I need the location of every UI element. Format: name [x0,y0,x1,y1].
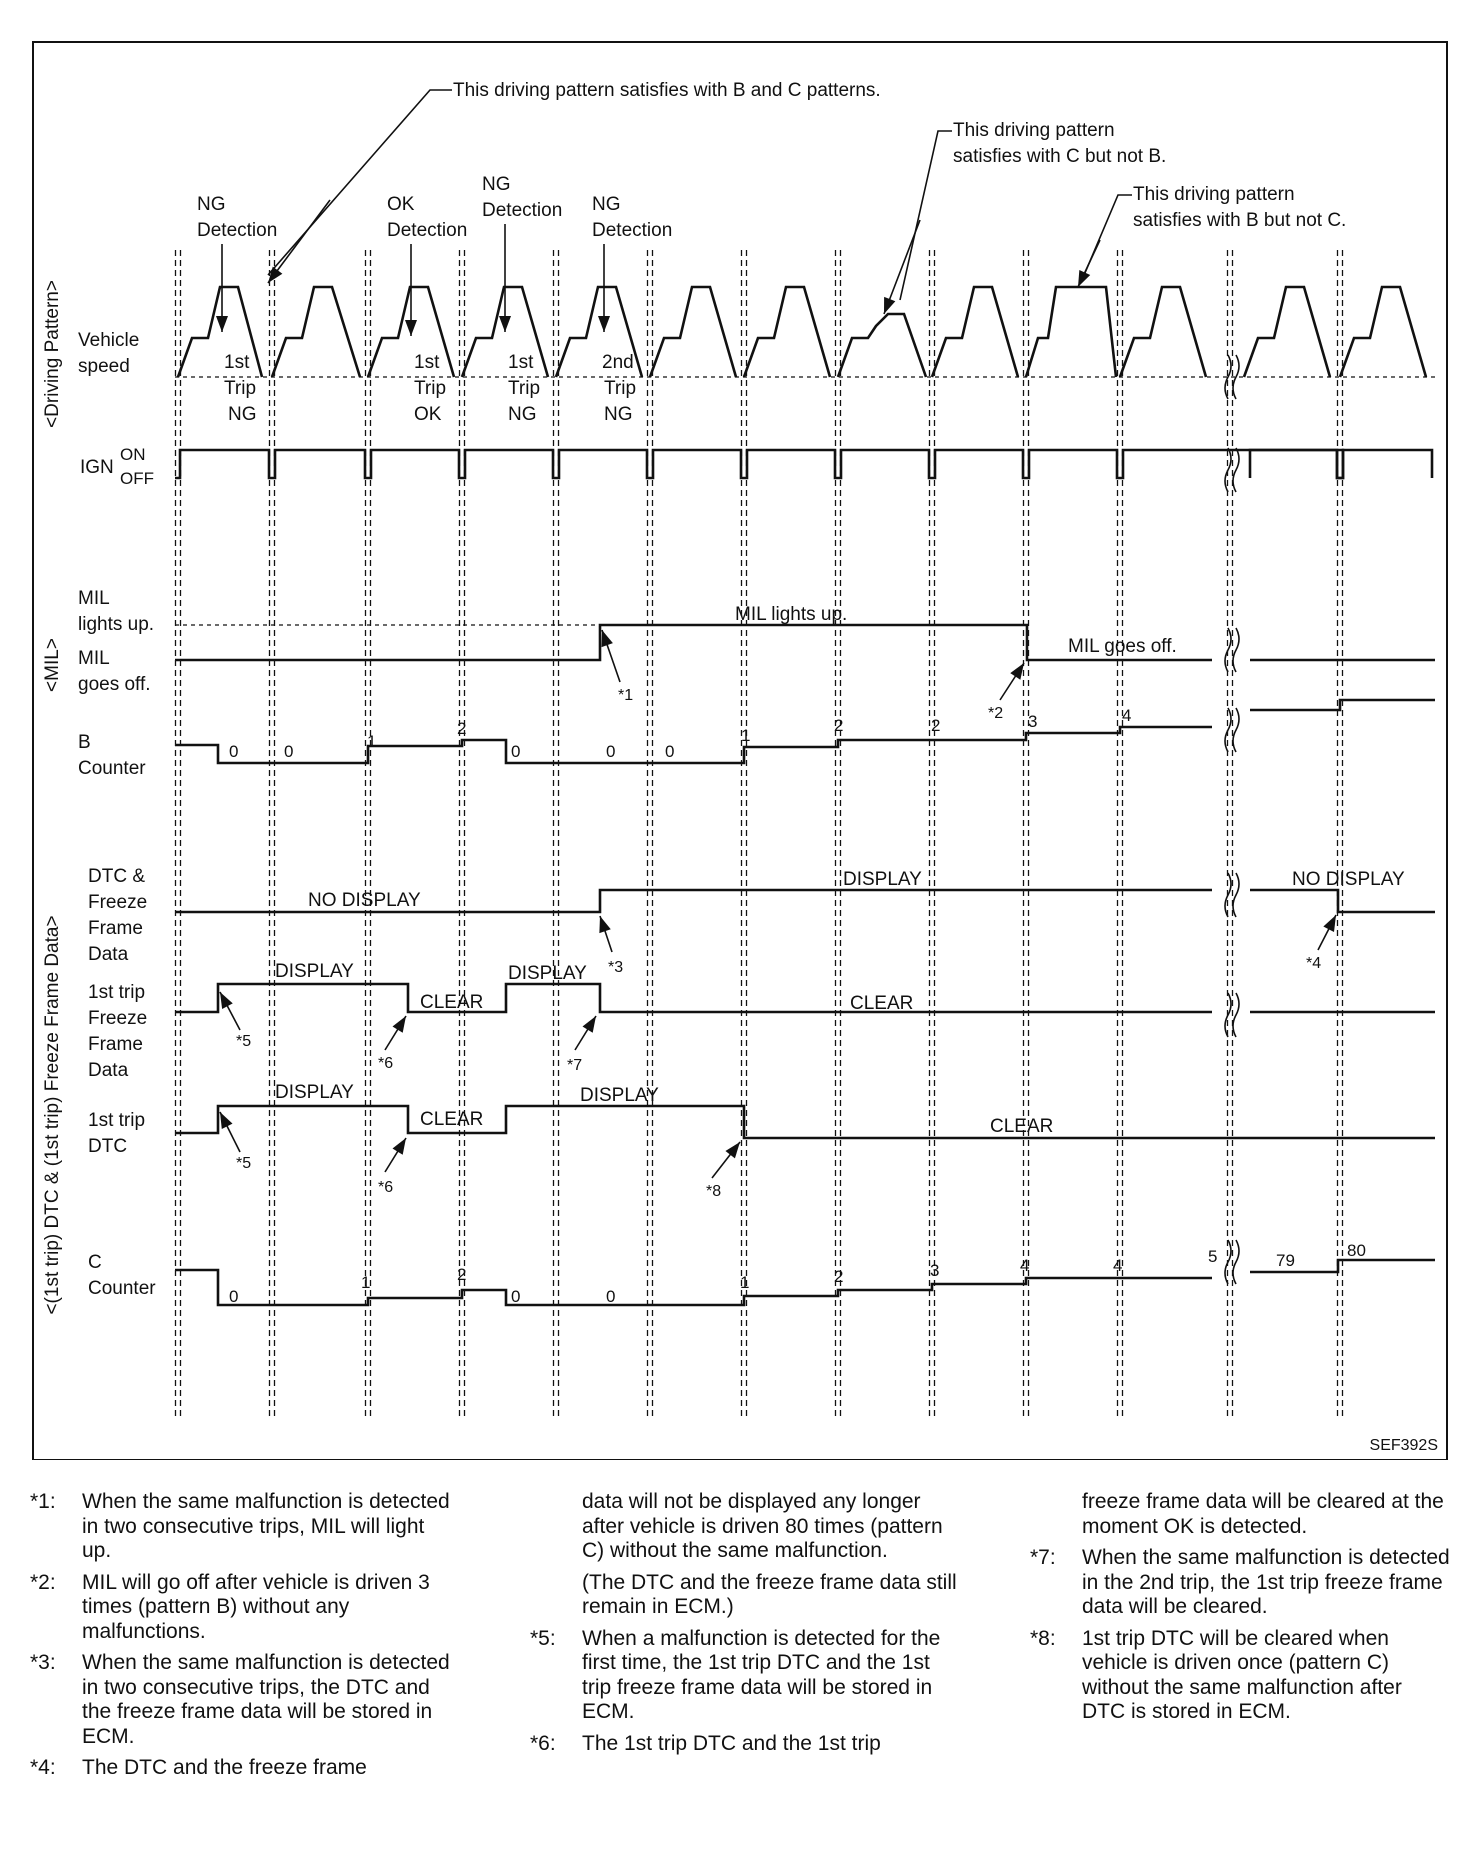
trip-label-3-b: Trip [508,378,541,399]
vehicle-speed-trip [272,287,360,377]
c-counter-value: 80 [1347,1241,1366,1260]
row-label-ign: IGN [80,457,114,478]
row-label-trip-ffd-3: Frame [88,1034,143,1055]
trip-label-4-a: 2nd [602,352,634,373]
marker-2: *2 [988,705,1004,722]
trip-ffd-display-label-1: DISPLAY [275,961,354,982]
ign-signal-trace-1 [175,450,1343,478]
note-6-continued: freeze frame data will be cleared at the moment OK is detected. [1082,1490,1444,1538]
note-2 [30,1571,450,1645]
notes-column-2 [530,1490,960,1763]
note-3-tag: *3: [30,1651,56,1674]
b-counter-value: 1 [741,726,751,745]
b-counter-value: 4 [1122,706,1132,725]
note-1 [30,1490,450,1564]
detection-2-arrow-head [405,320,417,336]
vehicle-speed-trip [838,314,926,377]
signal-waveforms [175,287,1435,1305]
section-label-driving: <Driving Pattern> [42,280,63,428]
callout-b-not-c-line2: satisfies with B but not C. [1133,210,1347,231]
detection-2-line2: Detection [387,220,468,241]
callout-c-not-b-line1: This driving pattern [953,120,1115,141]
detection-3-line2: Detection [482,200,563,221]
detection-3-arrow-head [499,316,511,332]
note-4-continued: data will not be displayed any longer after vehicle is driven 80 times (pattern C) without the same malfunction. [582,1490,943,1562]
trip-dtc-display-label-2: DISPLAY [580,1085,659,1106]
b-counter-value: 2 [457,719,467,738]
c-counter-value: 1 [361,1273,371,1292]
note-4-text: The DTC and the freeze frame [82,1756,367,1779]
marker-8: *8 [706,1183,722,1200]
section-label-dtc: <(1st trip) DTC & (1st trip) Freeze Frame Data> [42,915,63,1315]
note-6-text: The 1st trip DTC and the 1st trip [582,1731,881,1755]
callout-b-not-c-arrow-head [1078,270,1090,287]
c-counter-value: 0 [511,1287,521,1306]
c-counter-value: 1 [740,1273,750,1292]
detection-2-line1: OK [387,194,415,215]
dtc-display-label: DISPLAY [843,869,922,890]
vehicle-speed-trip [1244,287,1330,377]
marker-1-arrow-head [602,630,613,647]
note-4 [30,1756,450,1781]
row-label-mil-off-2: goes off. [78,674,151,695]
marker-4-arrow-head [1323,915,1336,932]
c-counter-trace-1 [175,1270,1212,1305]
marker-2-arrow-head [1010,663,1024,680]
notes-column-1 [30,1490,450,1788]
callout-b-not-c-leader [1082,195,1132,280]
c-counter-value: 2 [834,1267,844,1286]
trip-label-4-c: NG [604,404,633,425]
detection-4-line1: NG [592,194,621,215]
row-label-dtc-ffd-3: Frame [88,918,143,939]
marker-3-arrow-head [599,916,610,933]
detection-4-line2: Detection [592,220,673,241]
note-5-text: When a malfunction is detected for the first time, the 1st trip DTC and the 1st trip freeze frame data will be stored in ECM. [582,1626,941,1723]
trip-boundary-lines [175,250,1435,1420]
section-label-mil: <MIL> [42,638,63,692]
vehicle-speed-trip [1120,287,1206,377]
trip-dtc-clear-label-1: CLEAR [420,1109,484,1130]
note-3 [30,1651,450,1749]
b-counter-value: 0 [229,742,239,761]
c-counter-value: 4 [1020,1256,1030,1275]
marker-1: *1 [618,687,634,704]
row-label-c-counter-2: Counter [88,1278,156,1299]
callout-bc: This driving pattern satisfies with B and C patterns. [453,80,881,101]
marker-6a: *6 [378,1055,394,1072]
marker-6b: *6 [378,1179,394,1196]
note-2-text: MIL will go off after vehicle is driven 3 times (pattern B) without any malfunctions. [82,1570,430,1643]
row-label-trip-ffd-1: 1st trip [88,982,146,1003]
detection-1-line1: NG [197,194,226,215]
b-counter-value: 0 [511,742,521,761]
note-4-parenthetical: (The DTC and the freeze frame data still remain in ECM.) [582,1570,957,1618]
callout-c-not-b-leader [900,131,952,300]
marker-4: *4 [1306,955,1322,972]
trip-label-4-b: Trip [604,378,637,399]
callout-bc-arrow-head [268,267,282,283]
b-counter-value: 2 [931,716,941,735]
row-label-b-counter-1: B [78,732,91,753]
c-counter-value: 5 [1208,1247,1218,1266]
note-1-text: When the same malfunction is detected in two consecutive trips, MIL will light up. [82,1490,450,1562]
trip-label-2-b: Trip [414,378,447,399]
mil-lights-up-label: MIL lights up. [735,604,848,625]
c-counter-value: 79 [1276,1251,1295,1270]
note-5 [530,1627,960,1725]
c-counter-value: 4 [1113,1256,1123,1275]
figure-id: SEF392S [1369,1437,1438,1454]
row-label-ign-off: OFF [120,469,154,488]
trip-label-2-c: OK [414,404,442,425]
vehicle-speed-trip [744,287,830,377]
trip-dtc-display-label-1: DISPLAY [275,1082,354,1103]
marker-6b-arrow-head [392,1138,406,1155]
vehicle-speed-trip [178,287,262,377]
note-8 [1030,1627,1450,1725]
b-counter-value: 0 [665,742,675,761]
marker-5a-arrow-head [220,992,233,1009]
c-counter-value: 0 [606,1287,616,1306]
b-counter-value: 0 [284,742,294,761]
detection-3-line1: NG [482,174,511,195]
vehicle-speed-trip [650,287,736,377]
detection-1-arrow-head [216,316,228,332]
marker-5a: *5 [236,1033,252,1050]
c-counter-value: 3 [930,1261,940,1280]
marker-3: *3 [608,959,624,976]
trip-label-3-a: 1st [508,352,534,373]
trip-label-1-a: 1st [224,352,250,373]
trip-label-2-a: 1st [414,352,440,373]
b-counter-value: 0 [606,742,616,761]
b-counter-value: 1 [367,732,377,751]
row-label-mil-off-1: MIL [78,648,110,669]
row-label-b-counter-2: Counter [78,758,146,779]
trip-dtc-trace [175,1106,1435,1138]
marker-7-arrow-head [582,1016,596,1033]
c-counter-value: 0 [229,1287,239,1306]
note-6 [530,1732,960,1757]
marker-5b: *5 [236,1155,252,1172]
annotation-arrows [216,90,1336,1178]
note-1-tag: *1: [30,1490,56,1513]
detection-1-line2: Detection [197,220,278,241]
row-label-vehicle-speed-2: speed [78,356,130,377]
row-label-mil-on-2: lights up. [78,614,155,635]
note-8-text: 1st trip DTC will be cleared when vehicle is driven once (pattern C) without the same malfunction after DTC is stored in ECM. [1082,1626,1402,1723]
row-label-mil-on-1: MIL [78,588,110,609]
row-label-trip-dtc-2: DTC [88,1136,128,1157]
b-counter-value: 3 [1028,712,1038,731]
row-label-trip-ffd-4: Data [88,1060,129,1081]
trip-ffd-display-label-2: DISPLAY [508,963,587,984]
note-8-tag: *8: [1030,1626,1056,1650]
marker-7: *7 [567,1057,583,1074]
dtc-no-display-label-1: NO DISPLAY [308,890,421,911]
b-counter-trace-1 [175,727,1212,763]
row-label-dtc-ffd-2: Freeze [88,892,148,913]
row-label-dtc-ffd-4: Data [88,944,129,965]
note-7-tag: *7: [1030,1546,1056,1569]
note-2-tag: *2: [30,1570,56,1594]
row-label-dtc-ffd-1: DTC & [88,866,145,887]
callout-c-not-b-line2: satisfies with C but not B. [953,146,1167,167]
note-7 [1030,1546,1450,1620]
notes-column-3 [1030,1490,1450,1732]
mil-goes-off-label: MIL goes off. [1068,636,1177,657]
trip-ffd-trace-1 [175,984,1212,1012]
trip-label-1-c: NG [228,404,257,425]
note-6-tag: *6: [530,1731,556,1755]
note-4-tag: *4: [30,1756,56,1779]
trip-label-1-b: Trip [224,378,257,399]
trip-dtc-clear-label-2: CLEAR [990,1116,1054,1137]
vehicle-speed-trip [932,287,1018,377]
trip-label-3-c: NG [508,404,537,425]
row-label-vehicle-speed-1: Vehicle [78,330,140,351]
c-counter-value: 2 [457,1265,467,1284]
callout-c-not-b-arrow-head [884,297,895,314]
callout-b-not-c-line1: This driving pattern [1133,184,1295,205]
b-counter-value: 2 [834,716,844,735]
mil-state-trace-1 [175,625,1212,660]
trip-ffd-clear-label-1: CLEAR [420,992,484,1013]
ign-signal-trace-2 [1250,450,1432,478]
note-3-text: When the same malfunction is detected in two consecutive trips, the DTC and the freeze frame data will be stored in ECM. [82,1651,450,1748]
row-label-trip-ffd-2: Freeze [88,1008,148,1029]
note-5-tag: *5: [530,1626,556,1650]
marker-5b-arrow-head [220,1112,233,1129]
detection-4-arrow-head [598,316,610,332]
dtc-no-display-label-2: NO DISPLAY [1292,869,1405,890]
marker-6a-arrow-head [392,1016,406,1033]
marker-8-arrow-head [725,1142,740,1158]
vehicle-speed-trip [1026,287,1116,377]
row-label-trip-dtc-1: 1st trip [88,1110,146,1131]
trip-ffd-clear-label-2: CLEAR [850,993,914,1014]
row-label-ign-on: ON [120,445,146,464]
vehicle-speed-trip [1340,287,1426,377]
row-label-c-counter-1: C [88,1252,102,1273]
note-7-text: When the same malfunction is detected in the 2nd trip, the 1st trip freeze frame data will be cleared. [1082,1546,1450,1618]
